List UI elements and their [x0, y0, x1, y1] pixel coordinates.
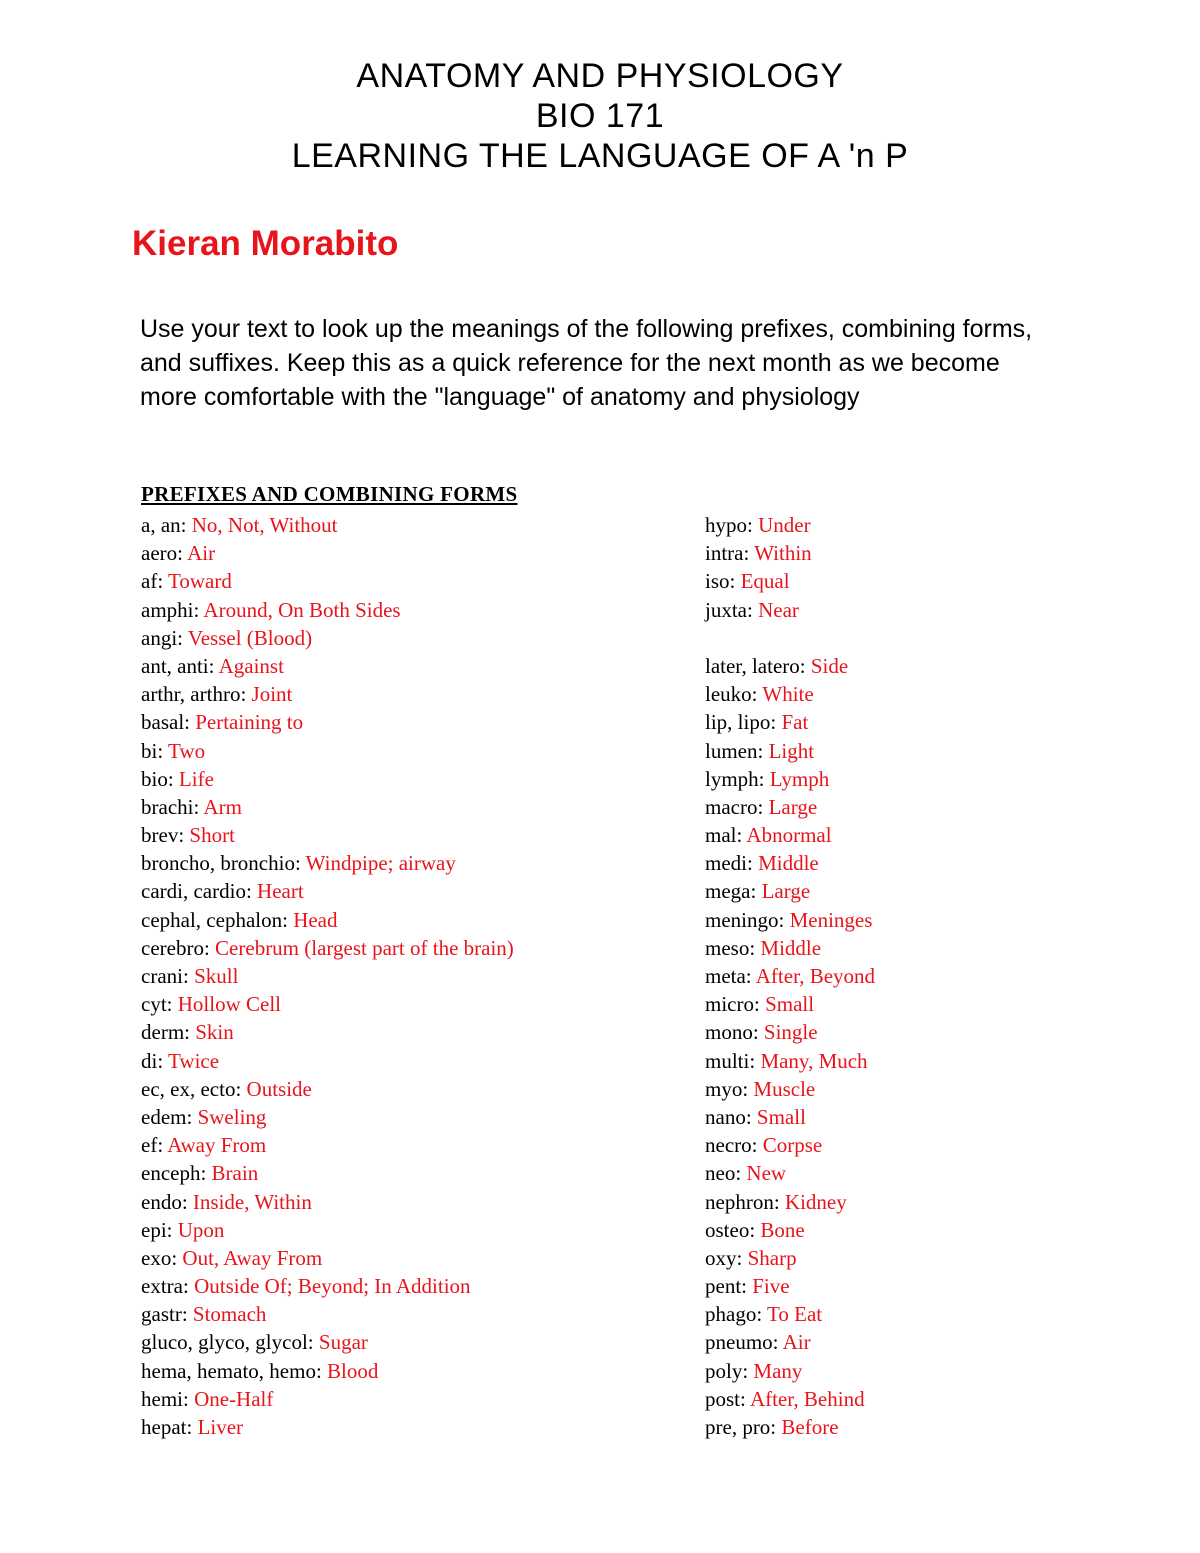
term-meaning: Kidney [784, 1189, 847, 1214]
term-label: exo: [141, 1245, 178, 1270]
term-meaning: Outside Of; Beyond; In Addition [194, 1274, 471, 1299]
term-meaning: Brain [211, 1161, 259, 1186]
term-row [141, 1131, 514, 1159]
term-label: osteo: [705, 1217, 756, 1242]
term-meaning: Skin [195, 1020, 234, 1045]
term-label: enceph: [141, 1161, 207, 1186]
term-meaning: After, Behind [749, 1386, 865, 1411]
term-row [141, 962, 514, 990]
term-row [705, 511, 875, 539]
term-label: angi: [141, 625, 183, 650]
term-meaning: Liver [197, 1415, 244, 1439]
term-row [141, 906, 514, 934]
term-row [705, 849, 875, 877]
term-meaning: Single [763, 1020, 818, 1045]
term-row [141, 1328, 514, 1356]
term-label: myo: [705, 1076, 749, 1101]
term-row [141, 737, 514, 765]
term-row [141, 596, 514, 624]
title-subtitle: LEARNING THE LANGUAGE OF A 'n P [291, 137, 909, 175]
term-meaning: Vessel (Blood) [187, 625, 313, 650]
term-meaning: Sharp [747, 1245, 797, 1270]
title-course-name: ANATOMY AND PHYSIOLOGY [356, 57, 844, 95]
term-meaning: Light [768, 738, 815, 763]
term-label: amphi: [141, 597, 200, 622]
term-meaning: Windpipe; airway [305, 851, 456, 876]
term-label: nephron: [705, 1189, 780, 1214]
term-label: mal: [705, 823, 743, 848]
term-meaning: Before [781, 1415, 839, 1439]
term-row [705, 1047, 875, 1075]
term-row [141, 708, 514, 736]
term-row [141, 1047, 514, 1075]
term-row [141, 567, 514, 595]
term-label: poly: [705, 1358, 749, 1383]
term-row [141, 624, 514, 652]
term-meaning: Sugar [318, 1330, 368, 1355]
term-meaning: Lymph [769, 766, 830, 791]
term-row [705, 1357, 875, 1385]
term-label: epi: [141, 1217, 173, 1242]
term-label: lip, lipo: [705, 710, 777, 735]
term-meaning: Away From [167, 1133, 267, 1158]
term-label: medi: [705, 851, 753, 876]
term-meaning: No, Not, Without [191, 513, 338, 537]
term-row [141, 1300, 514, 1328]
term-label: iso: [705, 569, 736, 594]
term-row [705, 962, 875, 990]
term-row [141, 877, 514, 905]
term-row [141, 765, 514, 793]
term-row [141, 1159, 514, 1187]
term-meaning: Heart [257, 879, 304, 904]
term-label: basal: [141, 710, 190, 735]
term-label: pneumo: [705, 1330, 779, 1355]
term-label: hepat: [141, 1415, 193, 1439]
term-label: micro: [705, 992, 760, 1017]
term-label: hemi: [141, 1386, 189, 1411]
term-meaning: Upon [177, 1217, 225, 1242]
term-row [705, 1216, 875, 1244]
term-meaning: Hollow Cell [177, 992, 281, 1017]
term-row [705, 1413, 875, 1441]
term-row [705, 1131, 875, 1159]
term-row [141, 1357, 514, 1385]
term-meaning: Short [189, 823, 235, 848]
term-meaning: Life [178, 766, 214, 791]
term-label: derm: [141, 1020, 190, 1045]
term-row [141, 1216, 514, 1244]
term-row [705, 1300, 875, 1328]
term-label: edem: [141, 1104, 193, 1129]
instructions-paragraph: Use your text to look up the meanings of the following prefixes, combining forms, and suffixes. Keep this as a quick reference for the next month as we become more comfortable with the "language" of anatomy and physiology [140, 315, 1033, 411]
term-label: ec, ex, ecto: [141, 1076, 242, 1101]
term-row [141, 680, 514, 708]
term-row [705, 539, 875, 567]
term-label: bio: [141, 766, 174, 791]
term-row [705, 934, 875, 962]
section-heading: PREFIXES AND COMBINING FORMS [141, 482, 518, 506]
term-row [141, 793, 514, 821]
term-meaning: Corpse [762, 1133, 823, 1158]
term-label: gastr: [141, 1302, 188, 1327]
term-row [705, 624, 875, 652]
term-meaning: White [762, 682, 814, 707]
term-label: ant, anti: [141, 653, 215, 678]
term-row [705, 906, 875, 934]
term-label: broncho, bronchio: [141, 851, 301, 876]
term-meaning: Five [752, 1274, 790, 1299]
term-row [141, 539, 514, 567]
term-label: cardi, cardio: [141, 879, 252, 904]
term-label: bi: [141, 738, 164, 763]
term-row [705, 1244, 875, 1272]
term-meaning: To Eat [767, 1302, 823, 1327]
term-meaning: Side [810, 653, 849, 678]
term-label: meningo: [705, 907, 785, 932]
term-meaning: Near [758, 597, 799, 622]
term-meaning: Arm [203, 794, 242, 819]
term-label: arthr, arthro: [141, 682, 247, 707]
term-meaning: Air [782, 1330, 811, 1355]
term-meaning: Head [293, 907, 338, 932]
term-label: juxta: [705, 597, 753, 622]
term-row [705, 652, 875, 680]
term-meaning: Two [168, 738, 206, 763]
term-row [705, 877, 875, 905]
term-meaning: Sweling [197, 1104, 267, 1129]
term-meaning: Equal [740, 569, 790, 594]
term-meaning: One-Half [194, 1386, 274, 1411]
term-meaning: Skull [194, 964, 239, 988]
term-row [141, 1413, 514, 1441]
term-meaning: Cerebrum (largest part of the brain) [215, 935, 514, 960]
term-label: leuko: [705, 682, 758, 707]
term-label: endo: [141, 1189, 188, 1214]
term-label: lumen: [705, 738, 764, 763]
term-label: hypo: [705, 513, 753, 537]
term-meaning: Twice [168, 1048, 220, 1073]
term-row [705, 793, 875, 821]
term-row [705, 1328, 875, 1356]
right-term-column [705, 511, 875, 1441]
term-label: later, latero: [705, 653, 806, 678]
term-row [141, 1244, 514, 1272]
term-label: extra: [141, 1274, 189, 1299]
term-meaning: Around, On Both Sides [203, 597, 401, 622]
term-label: pre, pro: [705, 1415, 777, 1439]
term-label: mono: [705, 1020, 759, 1045]
term-meaning: Many, Much [760, 1048, 868, 1073]
term-row [705, 1103, 875, 1131]
term-label: ef: [141, 1133, 164, 1158]
term-row [141, 1018, 514, 1046]
term-label: a, an: [141, 513, 187, 537]
term-label: post: [705, 1386, 746, 1411]
term-row [141, 511, 514, 539]
term-meaning: Out, Away From [182, 1245, 323, 1270]
term-meaning: Large [768, 794, 818, 819]
term-label: aero: [141, 541, 183, 566]
term-row [705, 708, 875, 736]
term-meaning: Inside, Within [192, 1189, 312, 1214]
term-meaning: Large [761, 879, 811, 904]
term-label: oxy: [705, 1245, 743, 1270]
term-meaning: Against [218, 653, 284, 678]
term-row [705, 680, 875, 708]
term-meaning: After, Beyond [755, 964, 876, 988]
term-label: meta: [705, 964, 752, 988]
term-label: brev: [141, 823, 185, 848]
term-meaning: Small [765, 992, 815, 1017]
term-label: di: [141, 1048, 164, 1073]
term-meaning: Within [754, 541, 812, 566]
title-course-code: BIO 171 [535, 97, 665, 135]
term-row [705, 1385, 875, 1413]
term-meaning: Abnormal [746, 823, 832, 848]
term-row [705, 1018, 875, 1046]
term-meaning: Toward [168, 569, 232, 594]
term-label: gluco, glyco, glycol: [141, 1330, 314, 1355]
term-row [141, 1188, 514, 1216]
term-row [141, 1385, 514, 1413]
term-meaning: Bone [760, 1217, 805, 1242]
term-row [141, 1272, 514, 1300]
term-label: phago: [705, 1302, 763, 1327]
term-meaning: Stomach [192, 1302, 267, 1327]
term-row [705, 1075, 875, 1103]
term-label: intra: [705, 541, 750, 566]
term-row [141, 849, 514, 877]
term-label: brachi: [141, 794, 200, 819]
term-meaning: New [746, 1161, 787, 1186]
term-meaning: Under [758, 513, 811, 537]
term-label: cephal, cephalon: [141, 907, 288, 932]
term-label: macro: [705, 794, 764, 819]
term-label: neo: [705, 1161, 742, 1186]
term-label: af: [141, 569, 164, 594]
term-label: pent: [705, 1274, 747, 1299]
term-label: cerebro: [141, 935, 210, 960]
term-meaning: Middle [760, 935, 822, 960]
document-title [0, 56, 1200, 176]
term-row [705, 567, 875, 595]
term-meaning: Meninges [789, 907, 873, 932]
term-label: hema, hemato, hemo: [141, 1358, 322, 1383]
term-row [705, 821, 875, 849]
term-label: necro: [705, 1133, 758, 1158]
term-meaning: Air [187, 541, 216, 566]
term-row [141, 990, 514, 1018]
term-row [141, 1075, 514, 1103]
term-row [705, 737, 875, 765]
term-label: nano: [705, 1104, 752, 1129]
term-row [141, 934, 514, 962]
term-meaning: Many [753, 1358, 803, 1383]
term-meaning: Outside [246, 1076, 312, 1101]
term-row [141, 821, 514, 849]
term-label: crani: [141, 964, 189, 988]
term-label: multi: [705, 1048, 756, 1073]
term-row [705, 1272, 875, 1300]
term-row [705, 1188, 875, 1216]
term-row [705, 765, 875, 793]
term-label: cyt: [141, 992, 173, 1017]
term-meaning: Blood [327, 1358, 379, 1383]
term-meaning: Joint [251, 682, 293, 707]
term-label: mega: [705, 879, 757, 904]
term-meaning: Pertaining to [195, 710, 304, 735]
term-label: meso: [705, 935, 756, 960]
student-name: Kieran Morabito [132, 224, 399, 263]
term-meaning: Fat [781, 710, 809, 735]
term-row [705, 1159, 875, 1187]
left-term-column [141, 511, 514, 1441]
term-row [705, 596, 875, 624]
term-row [705, 990, 875, 1018]
term-row [141, 652, 514, 680]
term-meaning: Muscle [753, 1076, 816, 1101]
term-meaning: Small [756, 1104, 806, 1129]
term-meaning: Middle [758, 851, 819, 876]
term-row [141, 1103, 514, 1131]
term-label: lymph: [705, 766, 765, 791]
